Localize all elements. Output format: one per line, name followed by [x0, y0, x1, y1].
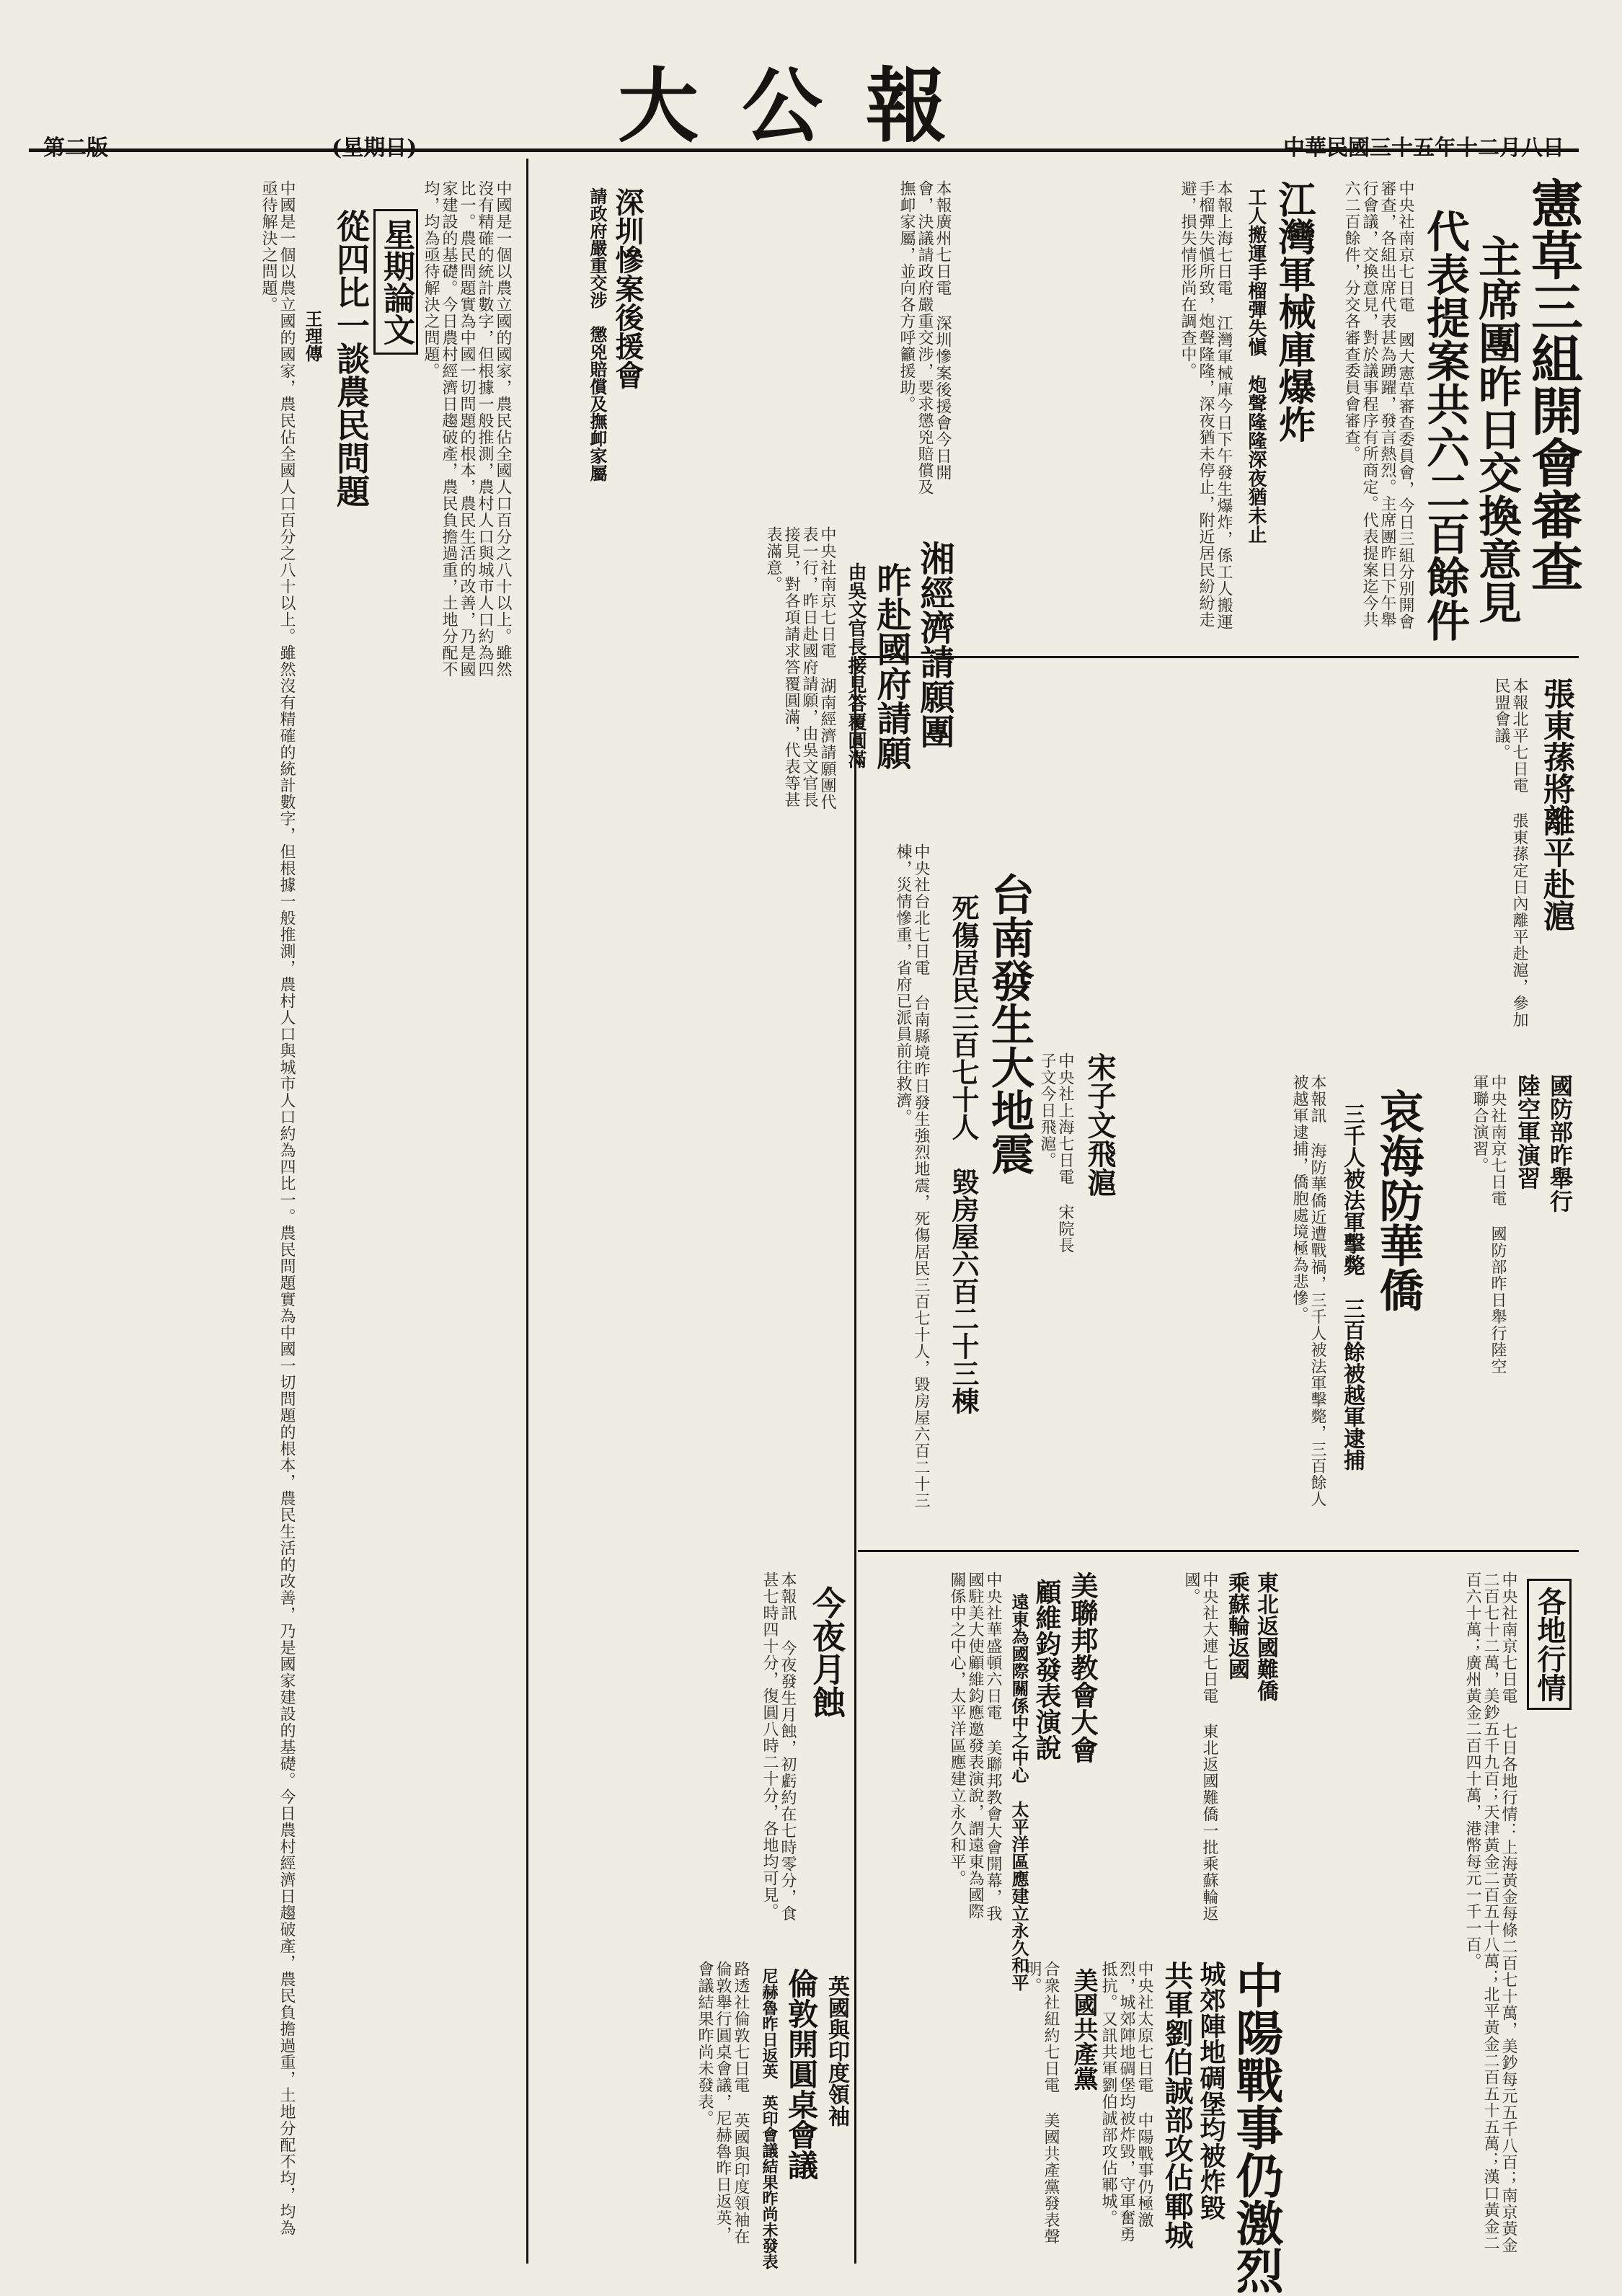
article-shenzhen	[533, 166, 959, 505]
section-rule	[858, 1550, 1579, 1552]
article-body: 中央社南京七日電 國大憲草審查委員會，今日三組分別開會審查，各組出席代表甚為踴躍，發言熱烈。主席團昨日下午舉行會議，交換意見，對於議事程序有所商定。代表提案迄今共六二百餘件，分交各審查委員會審查。	[1342, 180, 1414, 630]
article-body: 合衆社紐約七日電 美國共產黨發表聲明。	[1024, 1961, 1060, 2245]
article-arsenal	[966, 166, 1319, 642]
subhead-2: 共軍劉伯誠部攻佔鄆城	[1160, 1961, 1194, 2249]
article-haiphong	[1139, 1060, 1427, 1535]
masthead	[29, 22, 1579, 161]
headline: 國防部昨舉行	[1546, 1074, 1574, 1213]
masthead-rule	[29, 149, 1579, 152]
issue-date: 中華民國三十五年十二月八日	[1283, 136, 1564, 161]
subhead: 死傷居民三百七十人 毀房屋六百二十三棟	[947, 894, 980, 1414]
headline: 今夜月蝕	[807, 1586, 846, 1719]
article-body: 中央社華盛頓六日電 美聯邦教會大會開幕，我國駐美大使顧維鈞應邀發表演說，謂遠東為國際關係中之中心，太平洋區應建立永久和平。	[948, 1572, 1002, 1922]
article-hunan	[533, 512, 959, 822]
paper-name: 大公報	[618, 59, 990, 154]
headline: 哀海防華僑	[1372, 1089, 1424, 1312]
headline: 深圳慘案後援會	[611, 187, 644, 389]
article-market	[1283, 1564, 1579, 2264]
column-title: 星期論文	[373, 209, 418, 355]
article-moon	[533, 1564, 851, 1939]
article-body: 本報北平七日電 張東蓀定日內離平赴滬，參加民盟會議。	[1492, 678, 1528, 1028]
subhead-2: 尼赫魯昨日返英 英印會議結果昨尚未發表	[760, 1968, 779, 2269]
article-body: 中國是一個以農立國的國家，農民佔全國人口百分之八十以上。雖然沒有精確的統計數字，但根據一般推測，農村人口與城市人口約為四比一。農民問題實為中國一切問題的根本，農民生活的改善，乃是國家建設的基礎。今日農村經濟日趨破產，農民負擔過重，土地分配不均，均為亟待解決之問題。	[422, 180, 512, 678]
article-tainan	[533, 829, 1038, 1550]
subhead: 遠東為國際關係中之中心 太平洋區應建立永久和平	[1009, 1593, 1029, 1991]
article-body: 本報上海七日電 江灣軍械庫今日下午發生爆炸，係工人搬運手榴彈失愼所致，炮聲隆隆，深夜猶未停止，附近居民紛紛走避，損失情形尚在調查中。	[1179, 180, 1233, 630]
headline-2: 昨赴國府請願	[871, 562, 911, 770]
article-communist	[858, 1954, 1103, 2256]
headline-2: 陸空軍演習	[1514, 1074, 1541, 1189]
headline: 從四比一談農民問題	[332, 209, 371, 507]
headline: 江灣軍械庫爆炸	[1272, 180, 1316, 443]
headline-2: 顧維鈞發表演說	[1032, 1579, 1062, 1760]
headline: 美國共產黨	[1069, 1968, 1098, 2091]
headline-2: 乘蘇輪返國	[1224, 1572, 1249, 1680]
headline: 各地行情	[1527, 1579, 1572, 1710]
headline: 東北返國難僑	[1253, 1572, 1278, 1701]
article-ship	[1110, 1564, 1283, 1939]
newspaper-page	[29, 22, 1584, 2294]
article-body: 中央社南京七日電 湖南經濟請願團代表一行，昨日赴國府請願，由吳文官長接見，對各項請求答覆圓滿，代表等甚表滿意。	[764, 526, 836, 810]
headline: 宋子文飛滬	[1083, 1052, 1117, 1197]
article-body: 中央社台北七日電 台南縣境昨日發生強烈地震，死傷居民三百七十人，毀房屋六百二十三棟，災情慘重，省府已派員前往救濟。	[894, 843, 930, 1509]
headline: 憲草三組開會審查	[1523, 177, 1584, 592]
article-body: 中央社南京七日電 七日各地行情：上海黃金每條二百七十萬，美鈔每元五千八百；南京黃金二百七十二萬，美鈔五千九百；天津黃金二百五十八萬；北平黃金二百五十五萬；漢口黃金二百六十萬；廣州黃金二百四十萬，港幣每元一千一百。	[1463, 1572, 1517, 2253]
article-body: 本報廣州七日電 深圳慘案後援會今日開會，決議請政府嚴重交涉，要求懲兇賠償及撫卹家屬，並向各方呼籲援助。	[898, 180, 952, 495]
column-rule	[526, 159, 528, 2264]
article-defense	[1435, 1060, 1579, 1391]
headline-3: 代表提案共六二百餘件	[1419, 209, 1470, 642]
article-body: 路透社倫敦七日電 英國與印度領袖在倫敦舉行圓桌會議，尼赫魯昨日返英，會議結果昨尚未發表。	[696, 1961, 750, 2245]
article-usa	[858, 1564, 1103, 1991]
section-rule	[858, 656, 1579, 658]
headline: 湘經濟請願團	[914, 541, 954, 748]
article-body: 中央社南京七日電 國防部昨日舉行陸空軍聯合演習。	[1471, 1074, 1507, 1375]
subhead: 由吳文官長接見答覆圓滿	[845, 562, 867, 768]
headline: 台南發生大地震	[984, 872, 1034, 1175]
weekday: (星期日)	[332, 136, 417, 161]
article-body: 中央社太原七日電 中陽戰事仍極激烈，城郊陣地碉堡均被炸毀，守軍奮勇抵抗。又訊共軍劉伯誠部攻佔鄆城。	[1099, 1961, 1153, 2243]
article-constitution	[1326, 166, 1584, 642]
headline: 美聯邦教會大會	[1066, 1572, 1099, 1763]
author: 王理傳	[302, 310, 323, 362]
article-body-continued: 中國是一個以農立國的國家，農民佔全國人口百分之八十以上。雖然沒有精確的統計數字，但根據一般推測，農村人口與城市人口約為四比一。農民問題實為中國一切問題的根本，農民生活的改善，乃是國家建設的基礎。今日農村經濟日趨破產，農民負擔過重，土地分配不均，均為亟待解決之問題。	[260, 180, 296, 2236]
subhead: 工人搬運手榴彈失愼 炮聲隆隆深夜猶未止	[1245, 187, 1267, 544]
article-body: 中央社大連七日電 東北返國難僑一批乘蘇輪返國。	[1182, 1572, 1218, 1922]
article-zhang-dongsun	[1312, 670, 1579, 1045]
article-weekly-essay	[29, 166, 519, 2264]
subhead: 請政府嚴重交涉 懲兇賠償及撫卹家屬	[587, 187, 608, 482]
article-body: 本報訊 今夜發生月蝕，初虧約在七時零分，食甚七時四十分，復圓八時二十分，各地均可見。	[761, 1572, 797, 1922]
article-body: 中央社上海七日電 宋院長子文今日飛滬。	[1038, 1052, 1074, 1254]
subhead: 英國與印度領袖	[824, 1975, 849, 2127]
article-body: 本報訊 海防華僑近遭戰禍，三千人被法軍擊斃，三百餘人被越軍逮捕，僑胞處境極為悲慘。	[1290, 1074, 1326, 1507]
subhead: 三千人被法軍擊斃 三百餘被越軍逮捕	[1339, 1103, 1365, 1471]
article-london	[533, 1954, 851, 2269]
subhead: 城郊陣地碉堡均被炸毀	[1196, 1961, 1226, 2220]
article-zhongyang	[1099, 1954, 1284, 2294]
headline: 張東蓀將離平赴滬	[1538, 678, 1574, 931]
headline-2: 主席團昨日交換意見	[1471, 234, 1522, 624]
page-number: 第二版	[43, 136, 108, 161]
headline: 中陽戰事仍激烈	[1228, 1961, 1284, 2294]
headline: 倫敦開圓桌會議	[784, 1968, 819, 2180]
